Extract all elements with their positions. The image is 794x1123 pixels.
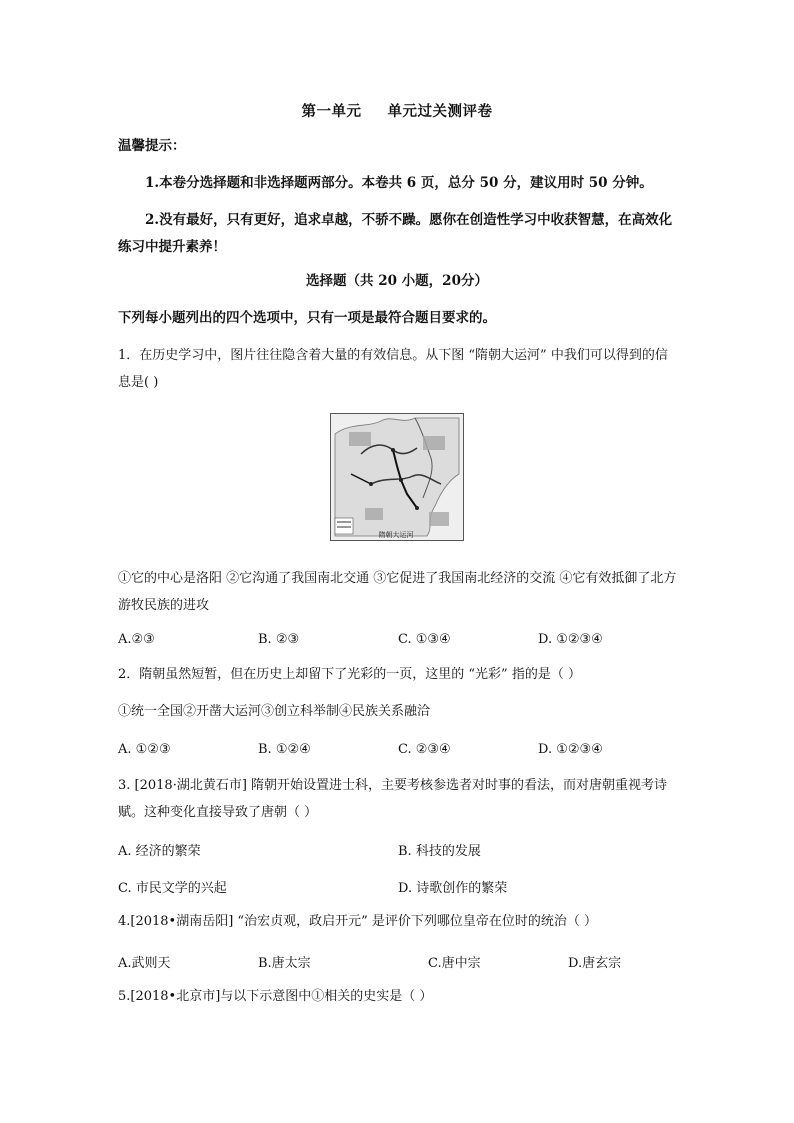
question-3-options-row-1 (118, 840, 678, 859)
question-4-options (118, 952, 678, 971)
title-unit: 第一单元 (301, 103, 362, 120)
option-d[interactable]: D. ①②③④ (538, 632, 603, 647)
option-d[interactable]: D.唐玄宗 (568, 956, 622, 971)
option-b[interactable]: B. ①②④ (258, 742, 311, 757)
tip-2: 2.没有最好，只有更好，追求卓越，不骄不躁。愿你在创造性学习中收获智慧，在高效化练习中提升素养！ (118, 212, 673, 255)
option-a[interactable]: A.②③ (118, 632, 155, 647)
section-instruction: 下列每小题列出的四个选项中，只有一项是最符合题目要求的。 (118, 310, 496, 326)
question-2-stem: 2．隋朝虽然短暂，但在历史上却留下了光彩的一页，这里的 “光彩” 指的是（ ） (118, 667, 581, 682)
tip-1: 1.本卷分选择题和非选择题两部分。本卷共 6 页，总分 50 分，建议用时 50 分钟。 (145, 175, 653, 191)
section-heading: 选择题（共 20 小题，20分） (306, 273, 488, 289)
option-c[interactable]: C. ①③④ (398, 632, 451, 647)
option-b[interactable]: B. ②③ (258, 632, 300, 647)
question-1-options (118, 632, 678, 647)
question-3-stem: 3. [2018·湖北黄石市] 隋朝开始设置进士科，主要考核参选者对时事的看法，而对唐朝重视考诗赋。这种变化直接导致了唐朝（ ） (118, 778, 668, 820)
option-a[interactable]: A.武则天 (118, 956, 171, 971)
title-name: 单元过关测评卷 (387, 103, 493, 120)
option-b[interactable]: B. 科技的发展 (398, 844, 481, 859)
option-c[interactable]: C. 市民文学的兴起 (118, 881, 227, 896)
question-1-stem: 1．在历史学习中，图片往往隐含着大量的有效信息。从下图 “隋朝大运河” 中我们可以得到的信息是( ) (118, 348, 668, 390)
map-image (331, 414, 463, 540)
option-a[interactable]: A. ①②③ (118, 742, 171, 757)
option-d[interactable]: D. 诗歌创作的繁荣 (398, 881, 508, 896)
option-b[interactable]: B.唐太宗 (258, 956, 311, 971)
option-c[interactable]: C.唐中宗 (428, 956, 481, 971)
question-1-statements: ①它的中心是洛阳 ②它沟通了我国南北交通 ③它促进了我国南北经济的交流 ④它有效抵御了北方游牧民族的进攻 (118, 571, 677, 613)
page-title (0, 100, 794, 121)
option-a[interactable]: A. 经济的繁荣 (118, 844, 201, 859)
tips-heading: 温馨提示： (118, 138, 186, 154)
question-2-options (118, 742, 678, 757)
option-d[interactable]: D. ①②③④ (538, 742, 603, 757)
map-caption: 隋朝大运河 (378, 531, 414, 539)
question-2-statements: ①统一全国②开凿大运河③创立科举制④民族关系融洽 (118, 704, 431, 719)
question-3-options-row-2 (118, 877, 678, 896)
grand-canal-map (330, 413, 464, 541)
option-c[interactable]: C. ②③④ (398, 742, 451, 757)
question-4-stem: 4.[2018•湖南岳阳] “治宏贞观，政启开元” 是评价下列哪位皇帝在位时的统治（ ） (118, 914, 597, 929)
question-5-stem: 5.[2018•北京市]与以下示意图中①相关的史实是（ ） (118, 989, 433, 1004)
